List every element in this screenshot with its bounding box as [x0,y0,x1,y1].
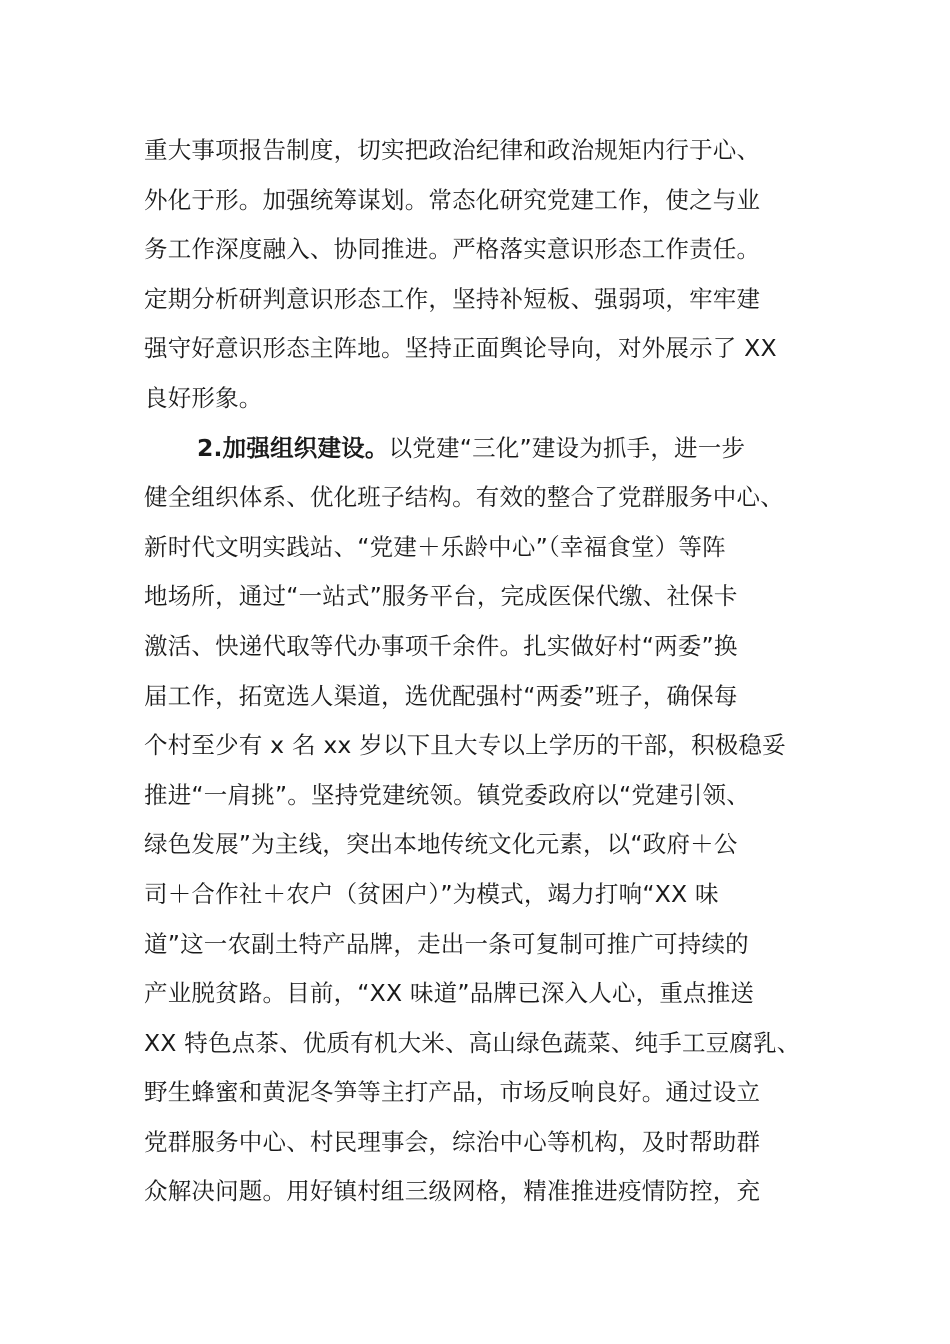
text-line: 绿色发展”为主线，突出本地传统文化元素，以“政府＋公 [144,830,738,859]
text-line: 司＋合作社＋农户（贫困户）”为模式，竭力打响“XX 味 [144,879,719,908]
text-line: 外化于形。加强统筹谋划。常态化研究党建工作，使之与业 [144,185,761,214]
text-line: 强守好意识形态主阵地。坚持正面舆论导向，对外展示了 XX [144,334,777,363]
text-line: 健全组织体系、优化班子结构。有效的整合了党群服务中心、 [144,483,784,512]
text-line: 良好形象。 [144,383,263,412]
text-line: 产业脱贫路。目前，“XX 味道”品牌已深入人心，重点推送 [144,979,755,1008]
text-line: 激活、快递代取等代办事项千余件。扎实做好村“两委”换 [144,631,738,660]
text-line: 新时代文明实践站、“党建＋乐龄中心”（幸福食堂）等阵 [144,532,726,561]
text-line: 推进“一肩挑”。坚持党建统领。镇党委政府以“党建引领、 [144,780,750,809]
paragraph-first-line [144,424,824,474]
text-line: 定期分析研判意识形态工作，坚持补短板、强弱项，牢牢建 [144,284,761,313]
text-line: 届工作，拓宽选人渠道，选优配强村“两委”班子，确保每 [144,681,738,710]
text-line: 地场所，通过“一站式”服务平台，完成医保代缴、社保卡 [144,582,738,611]
text-run: 以党建“三化”建设为抓手，进一步 [388,433,746,462]
text-line: 重大事项报告制度，切实把政治纪律和政治规矩内行于心、 [144,136,761,164]
section-heading: 2.加强组织建设。 [197,433,389,462]
text-line: 务工作深度融入、协同推进。严格落实意识形态工作责任。 [144,235,761,264]
text-line: 野生蜂蜜和黄泥冬笋等主打产品，市场反响良好。通过设立 [144,1078,761,1107]
text-line: 党群服务中心、村民理事会，综治中心等机构，及时帮助群 [144,1127,761,1156]
paragraph-2 [144,424,824,1218]
paragraph-1 [144,126,824,424]
text-line: 个村至少有 x 名 xx 岁以下且大专以上学历的干部，积极稳妥 [144,731,786,760]
text-line: 道”这一农副土特产品牌，走出一条可复制可推广可持续的 [144,929,749,958]
document-body [144,126,824,1217]
text-line: XX 特色点茶、优质有机大米、高山绿色蔬菜、纯手工豆腐乳、 [144,1028,801,1057]
text-line: 众解决问题。用好镇村组三级网格，精准推进疫情防控，充 [144,1177,761,1206]
